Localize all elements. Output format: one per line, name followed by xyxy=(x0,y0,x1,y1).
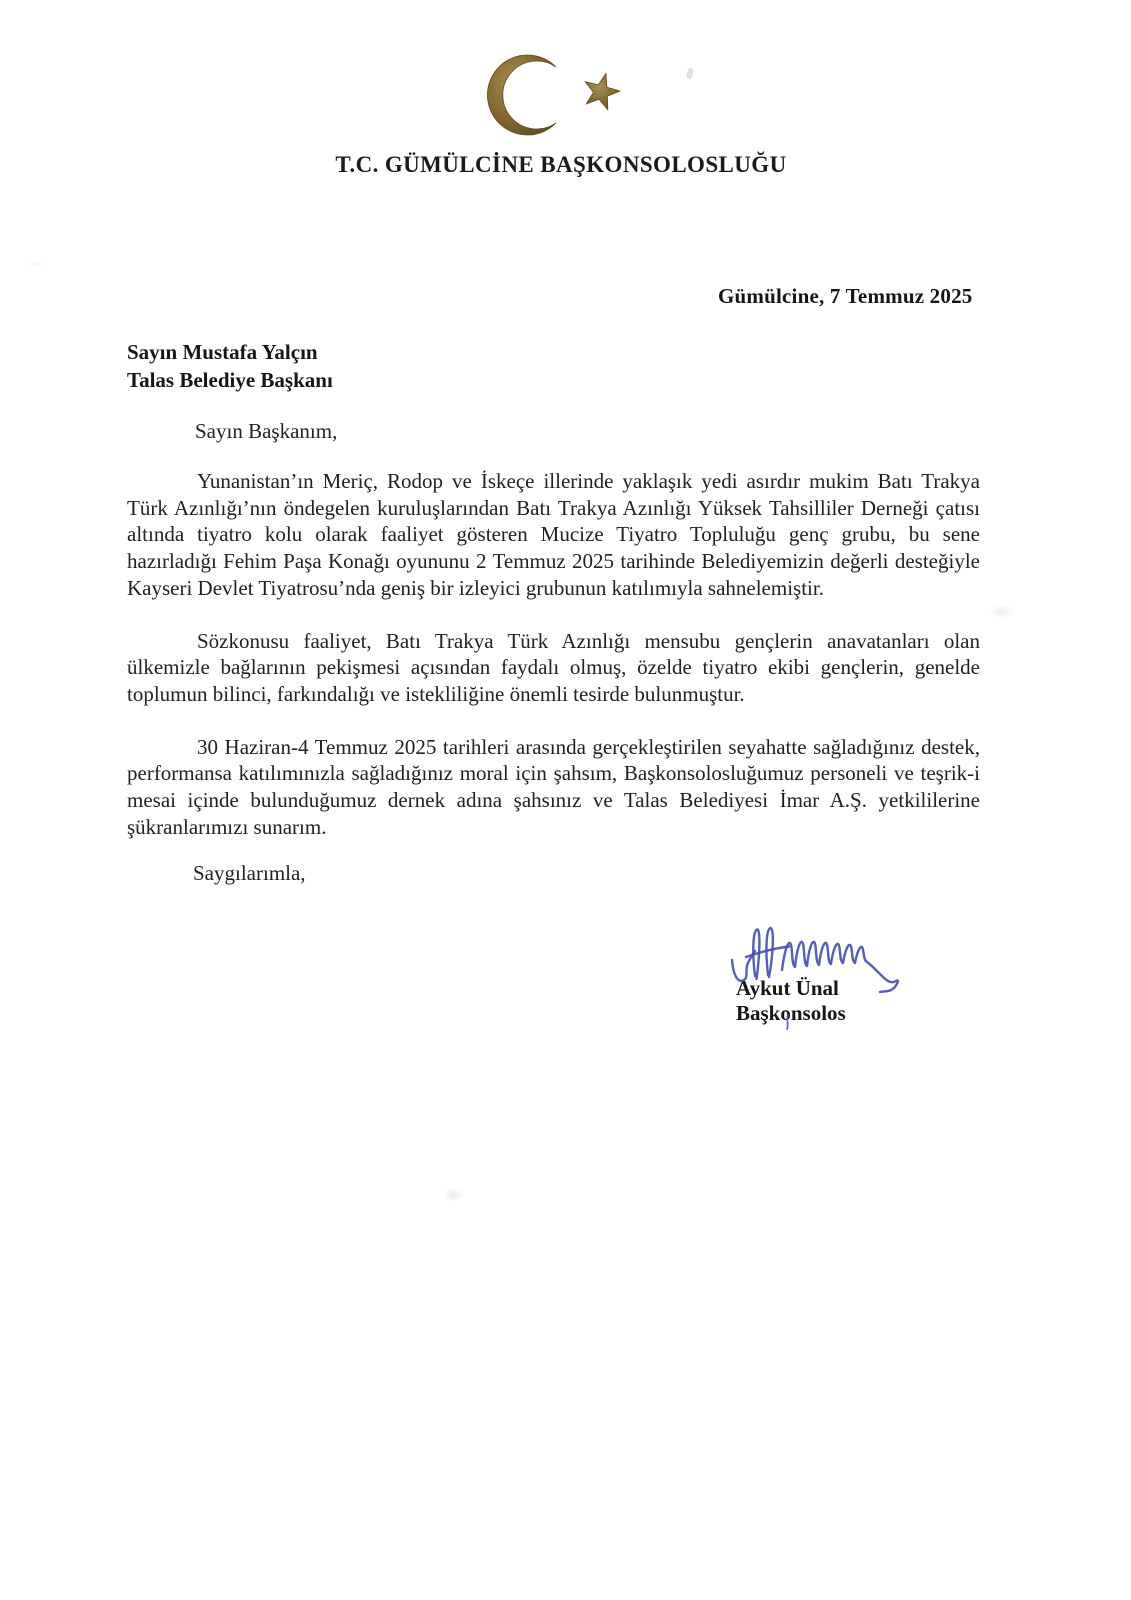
signatory-title: Başkonsolos xyxy=(736,1000,846,1025)
recipient-title: Talas Belediye Başkanı xyxy=(127,367,333,392)
dateline: Gümülcine, 7 Temmuz 2025 xyxy=(718,284,973,308)
signatory-name: Aykut Ünal xyxy=(736,976,839,1000)
crescent-star-emblem xyxy=(486,50,636,144)
recipient-block xyxy=(127,339,333,394)
recipient-name: Sayın Mustafa Yalçın xyxy=(127,340,318,364)
scan-smudge xyxy=(28,260,44,267)
paragraph-3: 30 Haziran-4 Temmuz 2025 tarihleri arasında gerçekleştirilen seyahatte sağladığınız destek, performansa katılımınızla sağladığınız moral için şahsım, Başkonsolosluğumuz personeli ve teşrik-i mesai içinde bulunduğumuz dernek adına şahsınız ve Talas Belediyesi İmar A.Ş. yetkililerine şükranlarımızı sunarım. xyxy=(127,734,980,839)
signature-flick-icon xyxy=(781,1013,795,1031)
scan-smudge xyxy=(443,1188,463,1202)
salutation: Sayın Başkanım, xyxy=(195,419,338,443)
crescent-icon xyxy=(487,55,556,135)
scan-smudge xyxy=(686,67,694,79)
closing: Saygılarımla, xyxy=(193,861,306,885)
letter-body xyxy=(127,468,980,866)
signature-ink xyxy=(722,918,910,1002)
paragraph-1: Yunanistan’ın Meriç, Rodop ve İskeçe illerinde yaklaşık yedi asırdır mukim Batı Trakya Türk Azınlığı’nın öndegelen kuruluşlarından Batı Trakya Azınlığı Yüksek Tahsilliler Derneği çatısı altında tiyatro kolu olarak faaliyet gösteren Mucize Tiyatro Topluluğu genç grubu, bu sene hazırladığı Fehim Paşa Konağı oyununu 2 Temmuz 2025 tarihinde Belediyemizin değerli desteğiyle Kayseri Devlet Tiyatrosu’nda geniş bir izleyici grubunun katılımıyla sahnelemiştir. xyxy=(127,469,980,600)
paragraph-2: Sözkonusu faaliyet, Batı Trakya Türk Azınlığı mensubu gençlerin anavatanları olan ülkemizle bağlarının pekişmesi açısından faydalı olmuş, özelde tiyatro ekibi gençlerin, genelde toplumun bilinci, farkındalığı ve istekliliğine önemli tesirde bulunmuştur. xyxy=(127,628,980,706)
letterhead-title: T.C. GÜMÜLCİNE BAŞKONSOLOSLUĞU xyxy=(335,152,787,177)
scan-smudge xyxy=(990,604,1014,619)
star-icon xyxy=(585,74,620,110)
